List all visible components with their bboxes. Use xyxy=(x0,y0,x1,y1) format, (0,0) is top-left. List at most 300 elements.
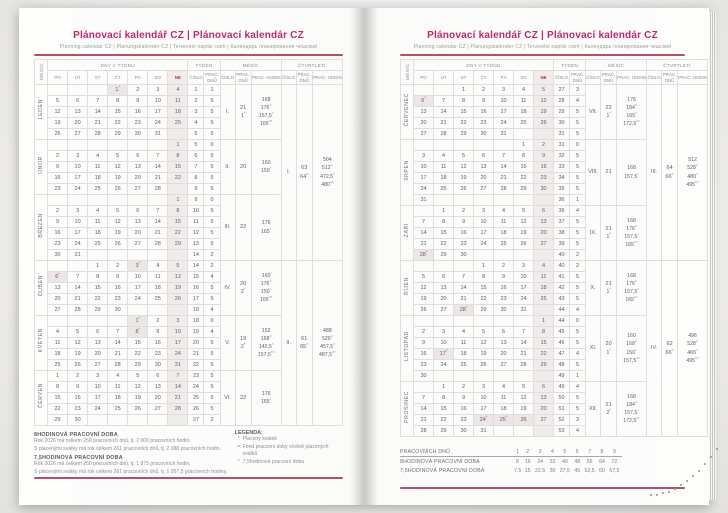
day-cell: 26 xyxy=(474,360,494,371)
header-workdays: PRAC. DNŮ xyxy=(297,72,311,83)
week-workdays-cell: 5 xyxy=(570,338,586,349)
day-cell: 23 xyxy=(454,415,474,426)
day-cell: 22 xyxy=(434,239,454,250)
day-cell: 26 xyxy=(454,184,474,195)
day-cell: 10 xyxy=(68,162,88,173)
curl-dot xyxy=(710,456,712,458)
day-cell: 30 xyxy=(108,305,128,316)
week-workdays-cell: 4 xyxy=(204,272,220,283)
page-subtitle: Planning calendar CZ | Planungskalender CZ | Tervezési naptár cseh | Календарь планирования чешский xyxy=(59,44,318,50)
header-day-5: SO xyxy=(148,71,168,85)
day-cell xyxy=(88,195,108,206)
day-cell: 16 xyxy=(454,404,474,415)
day-cell xyxy=(454,140,474,151)
day-cell: 1 xyxy=(168,195,188,206)
day-cell xyxy=(434,261,454,272)
quarter-workdays-cell: 61 65= xyxy=(296,261,312,426)
day-cell: 13 xyxy=(534,217,554,228)
day-cell xyxy=(108,415,128,426)
day-cell: 7 xyxy=(494,151,514,162)
week-number-cell: 40 xyxy=(554,261,570,272)
week-workdays-cell: 5 xyxy=(570,184,586,195)
day-cell: 7 xyxy=(88,96,108,107)
day-cell xyxy=(474,316,494,327)
day-cell: 17 xyxy=(148,107,168,118)
day-cell: 16 xyxy=(108,283,128,294)
month-name-label: KVĚTEN xyxy=(35,316,48,371)
day-cell: 3 xyxy=(88,371,108,382)
day-cell: 18 xyxy=(494,404,514,415)
week-number-cell: 35 xyxy=(554,184,570,195)
day-cell: 30 xyxy=(474,129,494,140)
day-cell: 10 xyxy=(128,272,148,283)
day-cell: 28 xyxy=(68,305,88,316)
month-name-label: ZÁŘÍ xyxy=(401,206,414,261)
day-cell xyxy=(88,85,108,96)
week-workdays-cell: 5 xyxy=(204,184,220,195)
day-cell: 22 xyxy=(514,173,534,184)
day-cell: 5 xyxy=(48,96,68,107)
day-cell: 27 xyxy=(494,360,514,371)
day-cell: 23 xyxy=(454,239,474,250)
week-number-cell: 18 xyxy=(188,305,204,316)
month-workdays-cell: 20 2* xyxy=(235,261,251,316)
day-cell: 20 xyxy=(474,173,494,184)
day-cell: 8 xyxy=(168,151,188,162)
day-cell: 19 xyxy=(514,404,534,415)
day-cell xyxy=(168,305,188,316)
day-cell: 13 xyxy=(494,338,514,349)
day-cell xyxy=(68,85,88,96)
week-workdays-cell: 2 xyxy=(204,261,220,272)
day-cell: 16 xyxy=(48,228,68,239)
day-cell xyxy=(48,195,68,206)
day-cell: 15 xyxy=(474,283,494,294)
day-cell xyxy=(414,85,434,96)
day-cell: 15 xyxy=(534,338,554,349)
day-cell: 2 xyxy=(148,316,168,327)
day-cell xyxy=(108,140,128,151)
legend-symbol: = xyxy=(237,443,241,450)
day-cell: 7 xyxy=(148,151,168,162)
day-cell: 24 xyxy=(494,118,514,129)
day-cell: 9 xyxy=(494,272,514,283)
day-cell: 3 xyxy=(68,206,88,217)
mini-table-value: 3 xyxy=(532,447,548,457)
quarter-workdays-cell: 64 66= xyxy=(662,85,678,261)
mini-table-value: 2 xyxy=(523,447,532,457)
day-cell: 24 xyxy=(168,349,188,360)
week-number-cell: 25 xyxy=(188,393,204,404)
day-cell: 1* xyxy=(108,85,128,96)
header-workdays: PRAC. DNŮ xyxy=(205,72,219,83)
day-cell: 27 xyxy=(148,404,168,415)
day-cell: 4 xyxy=(494,206,514,217)
day-cell: 27 xyxy=(534,239,554,250)
day-cell xyxy=(148,415,168,426)
day-cell xyxy=(494,316,514,327)
day-cell: 6 xyxy=(434,272,454,283)
day-cell: 23 xyxy=(494,294,514,305)
day-cell: 24* xyxy=(474,415,494,426)
day-cell: 2 xyxy=(414,327,434,338)
day-cell: 14 xyxy=(414,228,434,239)
week-workdays-cell: 2 xyxy=(570,250,586,261)
week-number-cell: 13 xyxy=(188,239,204,250)
week-workdays-cell: 5 xyxy=(204,360,220,371)
day-cell: 21 xyxy=(108,349,128,360)
day-cell: 28 xyxy=(168,404,188,415)
day-cell: 22 xyxy=(534,349,554,360)
week-workdays-cell: 5 xyxy=(204,382,220,393)
month-number-cell: I. xyxy=(220,85,235,140)
day-cell: 4 xyxy=(494,382,514,393)
week-workdays-cell: 5 xyxy=(570,327,586,338)
day-cell: 2 xyxy=(534,140,554,151)
day-cell xyxy=(128,250,148,261)
day-cell: 11 xyxy=(454,338,474,349)
week-workdays-cell: 5 xyxy=(204,283,220,294)
day-cell: 13 xyxy=(434,283,454,294)
day-cell xyxy=(454,371,474,382)
day-cell xyxy=(414,206,434,217)
week-number-cell: 44 xyxy=(554,316,570,327)
mini-table-value: 30 xyxy=(549,467,556,474)
day-cell xyxy=(128,195,148,206)
day-cell: 15 xyxy=(168,217,188,228)
mini-table-value: 16 xyxy=(524,458,531,465)
day-cell: 20 xyxy=(128,228,148,239)
day-cell: 19 xyxy=(454,173,474,184)
day-cell: 28 xyxy=(514,360,534,371)
mini-table-value: 8 xyxy=(516,458,520,465)
day-cell xyxy=(168,184,188,195)
day-cell: 29 xyxy=(108,129,128,140)
day-cell: 16 xyxy=(128,107,148,118)
day-cell: 19 xyxy=(168,283,188,294)
day-cell: 10 xyxy=(514,272,534,283)
week-workdays-cell: 5 xyxy=(204,118,220,129)
week-workdays-cell: 5 xyxy=(570,129,586,140)
header-days-group: DNY V TÝDNU xyxy=(414,60,554,71)
month-name-label: DUBEN xyxy=(35,261,48,316)
day-cell: 4 xyxy=(434,151,454,162)
day-cell: 25 xyxy=(88,239,108,250)
header-workdays: PRAC. DNŮ xyxy=(662,72,677,83)
week-workdays-cell: 5 xyxy=(570,272,586,283)
day-cell: 13 xyxy=(68,107,88,118)
day-cell xyxy=(534,195,554,206)
week-workdays-cell: 5 xyxy=(570,173,586,184)
day-cell xyxy=(68,195,88,206)
day-cell: 5 xyxy=(414,272,434,283)
day-cell: 24 xyxy=(128,294,148,305)
day-cell: 6 xyxy=(128,206,148,217)
day-cell: 1 xyxy=(514,140,534,151)
day-cell: 11 xyxy=(494,393,514,404)
day-cell: 13 xyxy=(88,338,108,349)
week-workdays-cell: 5 xyxy=(570,162,586,173)
day-cell: 6 xyxy=(494,327,514,338)
day-cell: 25 xyxy=(108,404,128,415)
day-cell: 17 xyxy=(128,283,148,294)
day-cell xyxy=(474,250,494,261)
day-cell: 4 xyxy=(108,371,128,382)
day-cell: 15 xyxy=(168,162,188,173)
day-cell: 16 xyxy=(494,283,514,294)
week-number-cell: 8 xyxy=(188,173,204,184)
week-number-cell: 31 xyxy=(554,140,570,151)
day-cell: 27 xyxy=(128,239,148,250)
day-cell: 5 xyxy=(454,151,474,162)
day-cell xyxy=(68,140,88,151)
week-workdays-cell: 0 xyxy=(204,195,220,206)
mini-table-value: 52,5 xyxy=(584,467,595,474)
day-cell: 21 xyxy=(494,173,514,184)
day-cell: 21 xyxy=(454,294,474,305)
day-cell: 5 xyxy=(108,206,128,217)
calendar-spread xyxy=(19,8,709,505)
day-cell: 29 xyxy=(514,184,534,195)
week-number-cell: 39 xyxy=(554,239,570,250)
day-cell: 24 xyxy=(88,404,108,415)
day-cell: 3 xyxy=(474,206,494,217)
day-cell xyxy=(414,140,434,151)
week-number-cell: 34 xyxy=(554,173,570,184)
left-page xyxy=(19,8,364,505)
day-cell: 4 xyxy=(454,327,474,338)
day-cell: 22 xyxy=(168,173,188,184)
day-cell: 22 xyxy=(454,118,474,129)
header-day-6: NE xyxy=(168,71,188,85)
day-cell: 8 xyxy=(454,96,474,107)
mini-table-value: 9 xyxy=(606,447,622,457)
day-cell: 14 xyxy=(414,404,434,415)
day-cell: 17 xyxy=(474,228,494,239)
month-number-cell: IV. xyxy=(220,261,235,316)
day-cell: 11 xyxy=(108,382,128,393)
day-cell: 11 xyxy=(88,217,108,228)
header-day-4: PÁ xyxy=(494,71,514,85)
week-number-cell: 40 xyxy=(554,250,570,261)
day-cell: 19 xyxy=(128,393,148,404)
month-number-cell: V. xyxy=(220,316,235,371)
day-cell: 19 xyxy=(534,107,554,118)
week-workdays-cell: 2 xyxy=(204,250,220,261)
header-quarter-group: ČTVRTLETÍ xyxy=(281,60,342,71)
header-workhours: PRAC. HODIN xyxy=(617,71,647,85)
day-cell: 9 xyxy=(48,162,68,173)
day-cell: 19 xyxy=(108,173,128,184)
header-workhours: PRAC. HODIN xyxy=(312,71,342,85)
month-number-cell: X. xyxy=(586,261,601,316)
workhours-summary xyxy=(34,430,229,477)
day-cell: 5 xyxy=(514,206,534,217)
month-name-label: ŘÍJEN xyxy=(401,261,414,316)
day-cell: 30 xyxy=(128,129,148,140)
day-cell: 20 xyxy=(534,228,554,239)
month-workhours-cell: 176 165^ xyxy=(251,195,281,261)
week-number-cell: 20 xyxy=(188,338,204,349)
footer-line: S placenými svátky má rok celkem 261 pracovních dnů, tj. 2 088 pracovních hodin. xyxy=(34,445,221,452)
month-workdays-cell: 22 1* xyxy=(601,85,617,140)
day-cell: 26 xyxy=(68,360,88,371)
week-number-cell: 52 xyxy=(554,415,570,426)
day-cell: 2 xyxy=(474,85,494,96)
month-workhours-cell: 168 176= 157,5^ 165=^ xyxy=(617,261,647,316)
month-workhours-cell: 168 184= 157,5^ 172,5=^ xyxy=(617,382,647,437)
day-cell: 27 xyxy=(68,129,88,140)
month-name-label: PROSINEC xyxy=(401,382,414,437)
week-workdays-cell: 5 xyxy=(570,239,586,250)
day-cell: 20 xyxy=(414,118,434,129)
day-cell: 8 xyxy=(108,96,128,107)
header-number: ČÍSLO xyxy=(647,71,662,85)
week-number-cell: 21 xyxy=(188,349,204,360)
day-cell: 15 xyxy=(434,228,454,239)
day-cell: 14 xyxy=(434,107,454,118)
day-cell: 4 xyxy=(168,85,188,96)
header-day-0: PO xyxy=(414,71,434,85)
day-cell: 21 xyxy=(68,294,88,305)
week-number-cell: 44 xyxy=(554,305,570,316)
week-number-cell: 31 xyxy=(554,129,570,140)
month-workhours-cell: 168 176= 157,5^ 165=^ xyxy=(251,85,281,140)
day-cell: 10 xyxy=(168,327,188,338)
day-cell: 6 xyxy=(88,327,108,338)
header-number: ČÍSLO xyxy=(220,71,235,85)
week-workdays-cell: 5 xyxy=(570,228,586,239)
day-cell: 20 xyxy=(148,393,168,404)
day-cell: 2 xyxy=(128,85,148,96)
day-cell: 30 xyxy=(68,415,88,426)
day-cell: 10 xyxy=(88,382,108,393)
week-number-cell: 36 xyxy=(554,206,570,217)
curl-dot xyxy=(668,491,670,493)
month-number-cell: VI. xyxy=(220,371,235,426)
day-cell xyxy=(534,371,554,382)
week-workdays-cell: 0 xyxy=(570,316,586,327)
day-cell: 25 xyxy=(534,294,554,305)
week-workdays-cell: 1 xyxy=(570,195,586,206)
month-workhours-cell: 176 165^ xyxy=(251,371,281,426)
week-number-cell: 47 xyxy=(554,349,570,360)
day-cell: 12 xyxy=(414,283,434,294)
day-cell xyxy=(168,129,188,140)
month-workhours-cell: 160 176= 150^ 165=^ xyxy=(251,261,281,316)
day-cell: 10 xyxy=(474,217,494,228)
day-cell: 7 xyxy=(414,217,434,228)
day-cell: 1 xyxy=(534,316,554,327)
day-cell xyxy=(514,250,534,261)
header-number: ČÍSLO xyxy=(281,71,296,85)
day-cell: 21 xyxy=(514,349,534,360)
day-cell: 28* xyxy=(414,250,434,261)
week-workdays-cell: 5 xyxy=(204,404,220,415)
week-workdays-cell: 5 xyxy=(570,107,586,118)
day-cell: 29 xyxy=(534,360,554,371)
month-workdays-cell: 20 1* xyxy=(601,316,617,382)
month-number-cell: VII. xyxy=(586,85,601,140)
week-number-cell: 1 xyxy=(188,85,204,96)
day-cell: 4 xyxy=(148,261,168,272)
mini-table-label: 8HODINOVÁ PRACOVNÍ DOBA xyxy=(400,458,480,465)
day-cell: 9 xyxy=(454,217,474,228)
month-number-cell: VIII. xyxy=(586,140,601,206)
day-cell: 12 xyxy=(128,382,148,393)
day-cell: 21 xyxy=(414,415,434,426)
quarter-workdays-cell: 63 64= xyxy=(296,85,312,261)
month-workhours-cell: 160 168= 150^ 157,5=^ xyxy=(617,316,647,382)
header-day-1: ÚT xyxy=(434,71,454,85)
week-number-cell: 33 xyxy=(554,162,570,173)
mini-table-value: 40 xyxy=(561,458,568,465)
day-cell xyxy=(88,140,108,151)
day-cell: 10 xyxy=(414,162,434,173)
day-cell: 9 xyxy=(148,327,168,338)
day-cell xyxy=(168,250,188,261)
week-workdays-cell: 5 xyxy=(204,294,220,305)
day-cell: 8 xyxy=(168,206,188,217)
week-number-cell: 9 xyxy=(188,184,204,195)
day-cell: 13 xyxy=(414,107,434,118)
day-cell: 17 xyxy=(168,338,188,349)
week-workdays-cell: 5 xyxy=(204,107,220,118)
day-cell: 3 xyxy=(68,151,88,162)
day-cell: 23 xyxy=(474,118,494,129)
week-number-cell: 14 xyxy=(188,250,204,261)
day-cell: 9 xyxy=(128,96,148,107)
day-cell: 12 xyxy=(474,338,494,349)
day-cell: 30 xyxy=(148,360,168,371)
day-cell: 22 xyxy=(434,415,454,426)
day-cell xyxy=(128,140,148,151)
day-cell: 20 xyxy=(494,349,514,360)
day-cell xyxy=(474,371,494,382)
day-cell: 25 xyxy=(48,360,68,371)
week-workdays-cell: 5 xyxy=(204,393,220,404)
day-cell: 22 xyxy=(88,294,108,305)
day-cell: 16 xyxy=(148,338,168,349)
week-workdays-cell: 5 xyxy=(204,371,220,382)
mini-table-value: 5 xyxy=(557,447,573,457)
day-cell: 3 xyxy=(414,151,434,162)
header-month-col: MĚSÍC xyxy=(35,60,48,85)
day-cell: 16 xyxy=(48,173,68,184)
day-cell: 7 xyxy=(454,272,474,283)
day-cell xyxy=(88,316,108,327)
day-cell: 12 xyxy=(168,272,188,283)
week-number-cell: 27 xyxy=(188,415,204,426)
day-cell: 11 xyxy=(534,272,554,283)
header-day-5: SO xyxy=(514,71,534,85)
footer-section-title: 7,5HODINOVÁ PRACOVNÍ DOBA xyxy=(34,455,123,462)
header-day-3: ČT xyxy=(474,71,494,85)
day-cell: 31 xyxy=(414,195,434,206)
day-cell: 12 xyxy=(108,162,128,173)
week-number-cell: 23 xyxy=(188,371,204,382)
week-number-cell: 19 xyxy=(188,327,204,338)
day-cell: 5 xyxy=(68,327,88,338)
day-cell: 26 xyxy=(514,415,534,426)
week-number-cell: 16 xyxy=(188,283,204,294)
legend-item xyxy=(235,459,343,467)
week-workdays-cell: 5 xyxy=(204,239,220,250)
day-cell: 29 xyxy=(128,360,148,371)
day-cell xyxy=(48,316,68,327)
day-cell: 25 xyxy=(454,360,474,371)
week-number-cell: 28 xyxy=(554,96,570,107)
